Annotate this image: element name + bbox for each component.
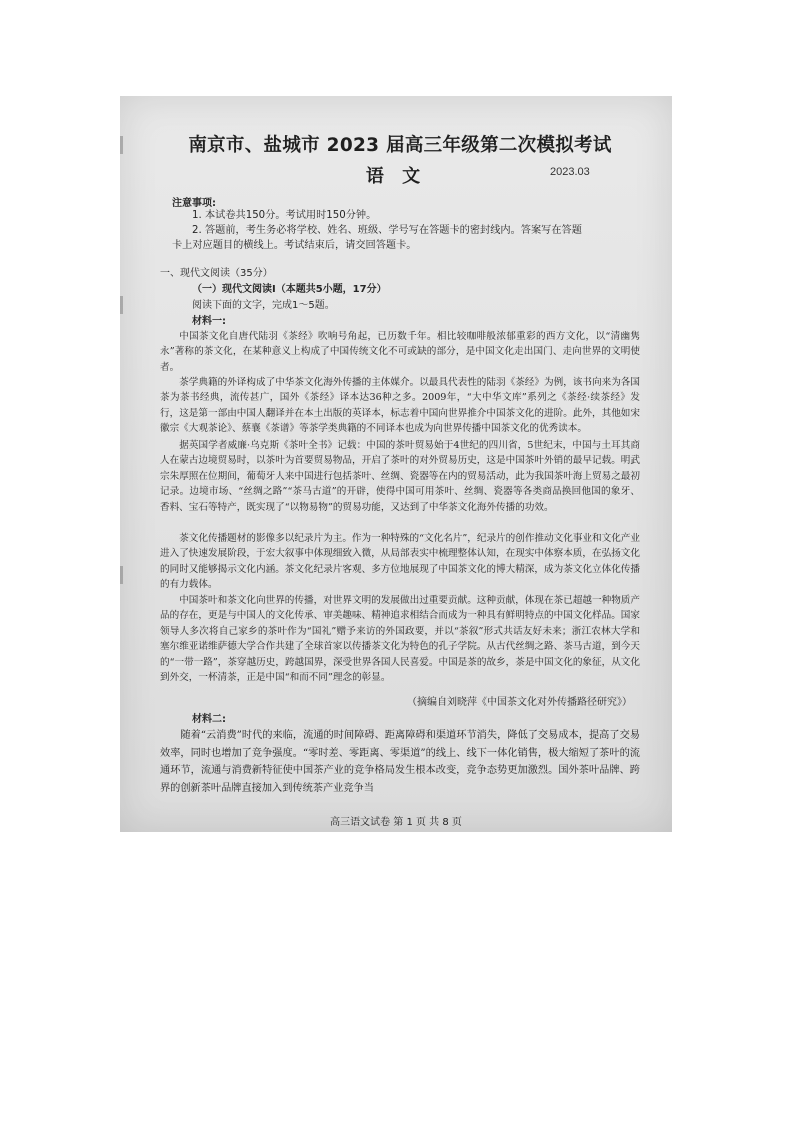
- page-footer: 高三语文试卷 第 1 页 共 8 页: [330, 817, 462, 828]
- edge-mark: [120, 296, 123, 314]
- exam-date: 2023.03: [550, 166, 590, 178]
- material-1-source: （摘编自刘晓萍《中国茶文化对外传播路径研究》）: [407, 697, 632, 708]
- material-2-label: 材料二:: [192, 714, 226, 725]
- section-part-1: 一、现代文阅读（35分）: [160, 268, 273, 279]
- document-photo: [120, 96, 672, 832]
- notes-item-2-cont: 卡上对应题目的横线上。考试结束后，请交回答题卡。: [172, 240, 417, 251]
- material-1-paragraph: 据英国学者威廉·乌克斯《茶叶全书》记载：中国的茶叶贸易始于4世纪的四川省，5世纪末，中国与土耳其商人在蒙古边境贸易时，以茶叶为首要贸易物品，开启了茶叶的对外贸易历史，这是中国茶叶外销的最早记载。明武宗朱厚照在位期间，葡萄牙人来中国进行包括茶叶、丝绸、瓷器等在内的贸易活动，此为我国茶叶海上贸易之最初记录。边境市场、“丝绸之路”“茶马古道”的开辟，使得中国可用茶叶、丝绸、瓷器等各类商品换回他国的象牙、香料、宝石等特产，既实现了“以物易物”的贸易功能，又达到了中华茶文化海外传播的功效。: [160, 440, 640, 513]
- edge-mark: [120, 136, 123, 154]
- notes-item-2: 2. 答题前，考生务必将学校、姓名、班级、学号写在答题卡的密封线内。答案写在答题: [192, 225, 582, 236]
- material-1-paragraph: 中国茶文化自唐代陆羽《茶经》吹响号角起，已历数千年。相比较咖啡般浓郁重彩的西方文化，以“清幽隽永”著称的茶文化，在某种意义上构成了中国传统文化不可或缺的部分，是中国文化走出国门、走向世界的文明使者。: [160, 331, 640, 373]
- notes-item-1: 1. 本试卷共150分。考试用时150分钟。: [192, 210, 377, 221]
- material-1-paragraph: 中国茶叶和茶文化向世界的传播，对世界文明的发展做出过重要贡献。这种贡献，体现在茶已超越一种物质产品的存在，更是与中国人的文化传承、审美趣味、精神追求相结合而成为一种具有鲜明特点的中国文化样品。国家领导人多次将自己家乡的茶叶作为“国礼”赠予来访的外国政要，并以“茶叙”形式共话友好未来；浙江农林大学和塞尔维亚诺维萨德大学合作共建了全球首家以传播茶文化为特色的孔子学院。从古代丝绸之路、茶马古道，到今天的“一带一路”，茶穿越历史，跨越国界，深受世界各国人民喜爱。中国是茶的故乡，茶是中国文化的象征，从文化到外交，一杯清茶，正是中国“和而不同”理念的彰显。: [160, 595, 640, 684]
- reading-instruction: 阅读下面的文字，完成1～5题。: [192, 300, 335, 311]
- section-sub-1: （一）现代文阅读Ⅰ（本题共5小题，17分）: [192, 284, 387, 295]
- material-2-paragraph: 随着“云消费”时代的来临，流通的时间障碍、距离障碍和渠道环节消失，降低了交易成本，提高了交易效率，同时也增加了竞争强度。“零时差、零距离、零渠道”的线上、线下一体化销售，极大缩短了茶叶的流通环节，流通与消费新特征使中国茶产业的竞争格局发生根本改变，竞争态势更加激烈。国外茶叶品牌、跨界的创新茶叶品牌直接加入到传统茶产业竞争当: [160, 730, 640, 794]
- material-1-label: 材料一:: [192, 316, 226, 327]
- exam-subject: 语 文: [365, 166, 427, 187]
- material-1-paragraph: 茶学典籍的外译构成了中华茶文化海外传播的主体媒介。以最具代表性的陆羽《茶经》为例，该书向来为各国茶为茶书经典，流传甚广，国外《茶经》译本达36种之多。2009年，“大中华文库”系列之《茶经·续茶经》发行，这是第一部由中国人翻译并在本土出版的英译本，标志着中国向世界推介中国茶文化的进阶。此外，其他如宋徽宗《大观茶论》、蔡襄《茶谱》等茶学类典籍的不同译本也成为向世界传播中国茶文化的优秀读本。: [160, 377, 640, 435]
- edge-mark: [120, 566, 123, 584]
- notes-heading: 注意事项:: [172, 198, 216, 209]
- material-1-paragraph: 茶文化传播题材的影像多以纪录片为主。作为一种特殊的“文化名片”，纪录片的创作推动文化事业和文化产业进入了快速发展阶段，于宏大叙事中体现细致入微，从局部表实中梳理整体认知，在现实中体察本质，在弘扬文化的同时又能够揭示文化内涵。茶文化纪录片客观、多方位地展现了中国茶文化的博大精深，成为茶文化立体化传播的有力载体。: [160, 533, 640, 591]
- exam-title: 南京市、盐城市 2023 届高三年级第二次模拟考试: [188, 135, 612, 156]
